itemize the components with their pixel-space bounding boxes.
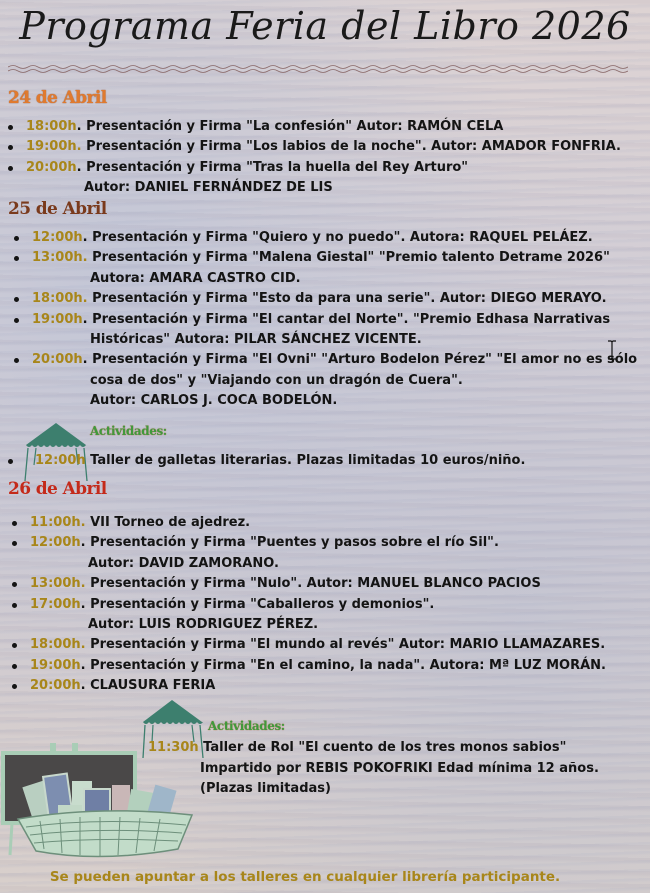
event-time: 20:00h [30,678,81,694]
activities-label-26: Actividades: [208,719,285,733]
event-text: Presentación y Firma "Malena Giestal" "Premio talento Detrame 2026" [87,250,610,266]
text-cursor-icon [607,340,617,360]
event-text-cont: Autor: CARLOS J. COCA BODELÓN. [90,393,338,409]
event-time: 20:00h [32,352,83,368]
event-item [10,656,606,676]
event-text: Presentación y Firma "Nulo". Autor: MANUEL BLANCO PACIOS [85,576,541,592]
activity-text: Taller de galletas literarias. Plazas limitadas 10 euros/niño. [85,453,526,468]
event-item [10,574,606,594]
event-text: . Presentación y Firma "La confesión" Autor: RAMÓN CELA [76,119,504,134]
event-text: Presentación y Firma "Esto da para una serie". Autor: DIEGO MERAYO. [87,291,607,307]
event-text-cont: Históricas" Autora: PILAR SÁNCHEZ VICENTE. [90,332,422,348]
event-text-cont: cosa de dos" y "Viajando con un dragón de Cuera". [90,372,463,388]
event-text: Presentación y Firma "Los labios de la noche". Autor: AMADOR FONFRIA. [81,139,621,155]
event-text: . CLAUSURA FERIA [80,678,216,694]
event-time: 12:00h [32,230,83,245]
event-text: . Presentación y Firma "Caballeros y demonios". [80,596,435,612]
day-heading-24: 24 de Abril [8,88,107,108]
activity-text-cont: (Plazas limitadas) [200,781,331,796]
event-text: . Presentación y Firma "El cantar del Norte". "Premio Edhasa Narrativas [82,311,611,327]
event-text-cont: Autor: DAVID ZAMORANO. [88,555,279,571]
footer-note: Se pueden apuntar a los talleres en cualquier librería participante. [49,869,561,885]
event-time: 17:00h [30,596,81,612]
event-time: 18:00h. [30,637,86,653]
event-time: 13:00h. [30,576,86,592]
event-item [6,137,621,157]
event-text-cont: Autor: LUIS RODRIGUEZ PÉREZ. [88,617,319,633]
activity-item [6,451,525,471]
event-list-26 [10,513,606,697]
event-time: 11:00h. [30,515,86,530]
event-item [10,533,606,574]
event-time: 19:00h [30,657,81,673]
event-text: . Presentación y Firma "Tras la huella del Rey Arturo" [76,159,469,175]
event-text: Presentación y Firma "El mundo al revés" Autor: MARIO LLAMAZARES. [85,637,606,653]
event-list-25 [12,228,637,412]
activity-item [148,738,566,758]
event-time: 19:00h [32,311,83,327]
event-time: 18:00h [26,119,77,134]
event-text: . Presentación y Firma "En el camino, la nada". Autora: Mª LUZ MORÁN. [80,657,606,673]
event-item [10,676,606,696]
event-text: . Presentación y Firma "Quiero y no puedo". Autora: RAQUEL PELÁEZ. [82,230,593,245]
event-item [12,350,637,411]
event-time: 13:00h. [32,250,88,266]
event-item [10,513,606,533]
event-item [12,310,637,351]
page-title: Programa Feria del Libro 2026 [19,4,631,48]
activity-list-25 [6,451,525,471]
event-text-cont: Autor: DANIEL FERNÁNDEZ DE LIS [84,180,333,196]
event-item [10,635,606,655]
event-list-24 [6,117,621,199]
event-item [6,117,621,137]
event-text-cont: Autora: AMARA CASTRO CID. [90,270,301,286]
event-text: . Presentación y Firma "El Ovni" "Arturo Bodelon Pérez" "El amor no es sólo [82,352,638,368]
event-text: VII Torneo de ajedrez. [85,515,251,530]
event-time: 12:00h [30,535,81,551]
event-item [12,248,637,289]
day-heading-25: 25 de Abril [8,199,107,219]
wavy-divider [8,64,628,74]
event-item [10,595,606,636]
activities-label-25: Actividades: [90,424,167,438]
event-item [12,228,637,248]
event-time: 20:00h [26,159,77,175]
event-item [12,289,637,309]
event-time: 18:00h. [32,291,88,307]
day-heading-26: 26 de Abril [8,479,107,499]
activity-text-cont: Impartido por REBIS POKOFRIKI Edad mínima 12 años. [200,761,599,776]
event-time: 19:00h. [26,139,82,155]
activity-text: Taller de Rol "El cuento de los tres monos sabios" [198,740,567,755]
activity-time: 12:00h [35,453,86,468]
event-item [6,158,621,199]
activity-time: 11:30h [148,740,199,755]
event-text: . Presentación y Firma "Puentes y pasos sobre el río Sil". [80,535,499,551]
